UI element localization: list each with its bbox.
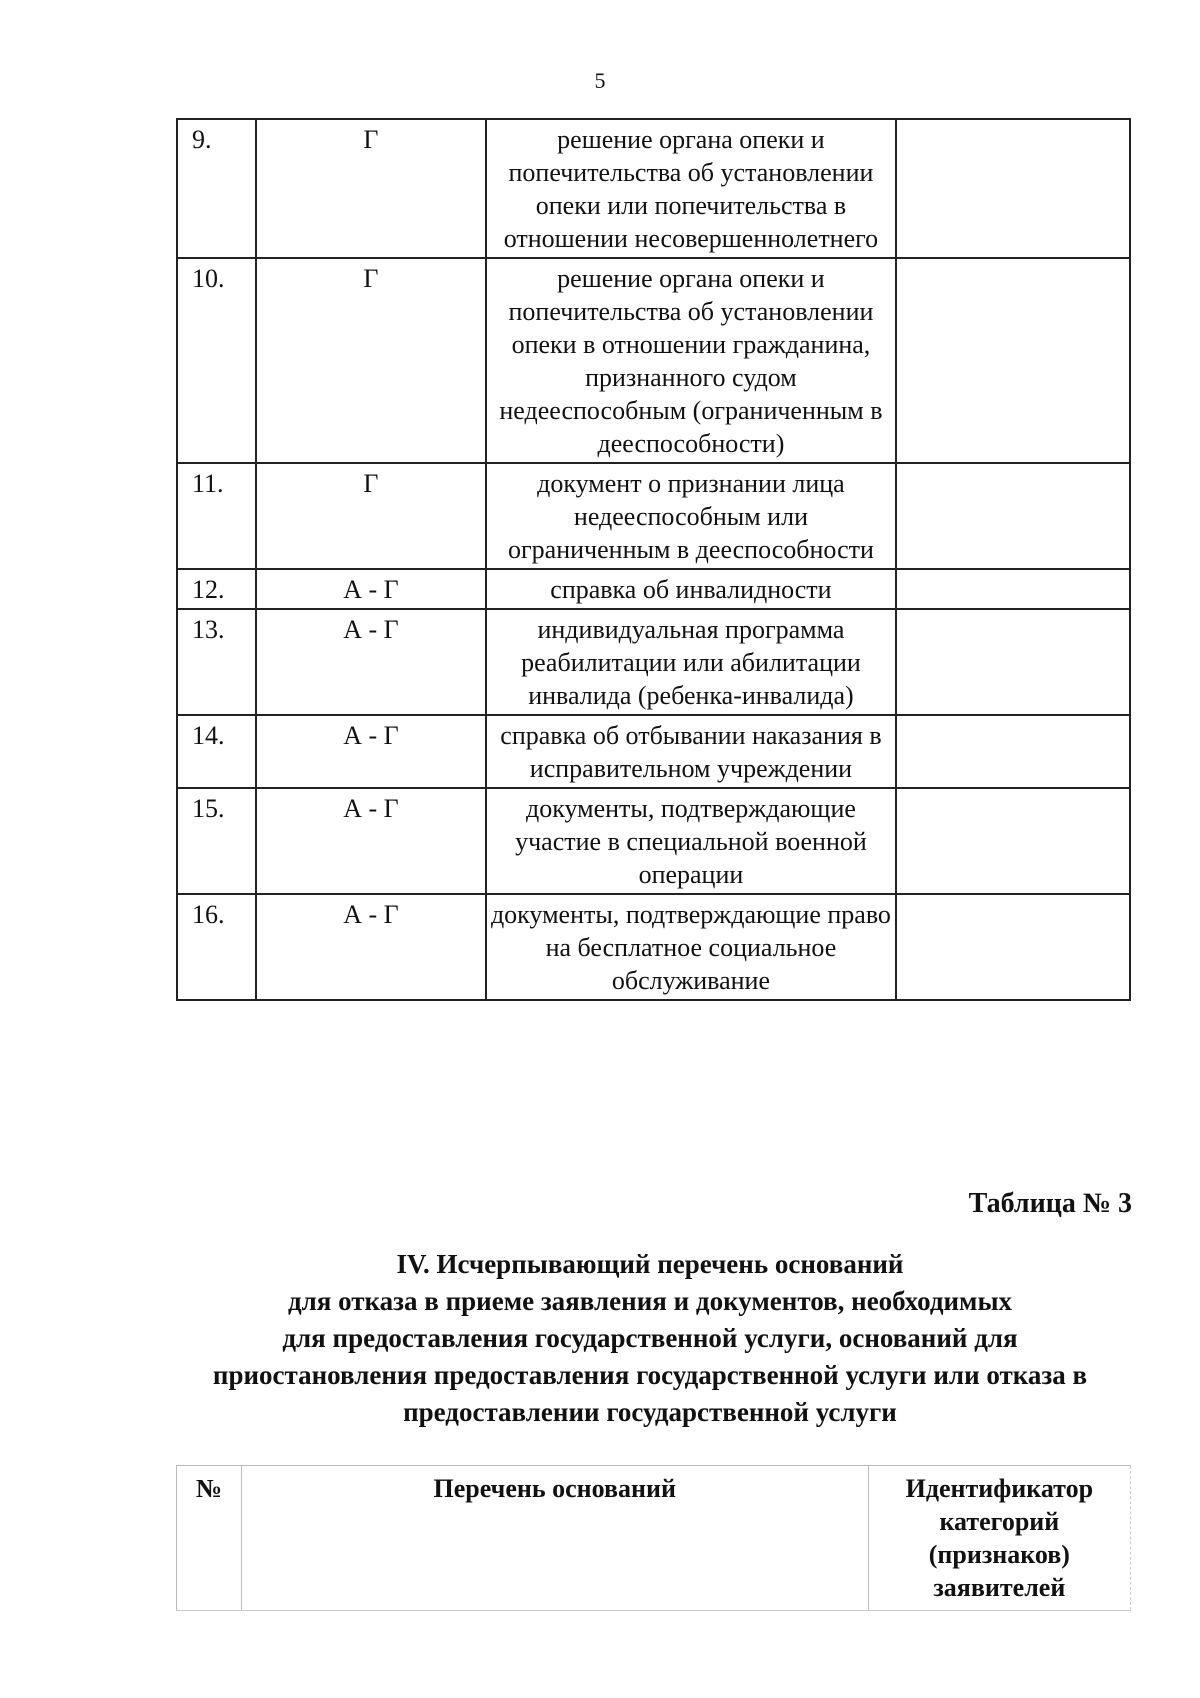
row-category: А - Г	[256, 569, 485, 609]
table-row	[177, 715, 1130, 788]
row-number: 9.	[177, 119, 256, 258]
row-document: документы, подтверждающие участие в специальной военной операции	[486, 788, 897, 894]
section-title-line: приостановления предоставления государственной услуги или отказа в	[212, 1360, 1088, 1390]
row-number: 15.	[177, 788, 256, 894]
table-row	[177, 463, 1130, 569]
row-category: А - Г	[256, 609, 485, 715]
row-note	[896, 894, 1130, 1000]
documents-table	[176, 118, 1131, 1001]
section-title-line: для отказа в приеме заявления и документов, необходимых	[287, 1286, 1013, 1316]
row-note	[896, 119, 1130, 258]
row-document: справка об отбывании наказания в исправительном учреждении	[486, 715, 897, 788]
header-identifier: Идентификатор категорий (признаков) заявителей	[868, 1466, 1130, 1611]
row-document: справка об инвалидности	[486, 569, 897, 609]
grounds-table	[176, 1465, 1131, 1611]
grounds-table-header-row	[177, 1466, 1131, 1611]
row-note	[896, 788, 1130, 894]
row-category: А - Г	[256, 788, 485, 894]
section-title	[170, 1246, 1130, 1431]
header-number: №	[177, 1466, 242, 1611]
page-number: 5	[594, 68, 606, 93]
row-note	[896, 258, 1130, 463]
row-category: Г	[256, 258, 485, 463]
table-row	[177, 609, 1130, 715]
row-category: Г	[256, 463, 485, 569]
row-number: 16.	[177, 894, 256, 1000]
section-title-line: IV. Исчерпывающий перечень оснований	[396, 1249, 904, 1279]
row-document: решение органа опеки и попечительства об установлении опеки в отношении гражданина, признанного судом недееспособным (ограниченным в дееспособности)	[486, 258, 897, 463]
row-category: А - Г	[256, 715, 485, 788]
row-document: решение органа опеки и попечительства об установлении опеки или попечительства в отношении несовершеннолетнего	[486, 119, 897, 258]
row-document: документы, подтверждающие право на бесплатное социальное обслуживание	[486, 894, 897, 1000]
table-row	[177, 894, 1130, 1000]
row-number: 10.	[177, 258, 256, 463]
table-row	[177, 119, 1130, 258]
table-row	[177, 258, 1130, 463]
section-title-line: для предоставления государственной услуги, оснований для	[282, 1323, 1018, 1353]
header-reasons: Перечень оснований	[241, 1466, 868, 1611]
row-note	[896, 609, 1130, 715]
row-number: 14.	[177, 715, 256, 788]
section-title-line: предоставлении государственной услуги	[403, 1397, 897, 1427]
row-category: А - Г	[256, 894, 485, 1000]
table-label: Таблица № 3	[968, 1188, 1132, 1219]
row-category: Г	[256, 119, 485, 258]
table-row	[177, 788, 1130, 894]
row-note	[896, 569, 1130, 609]
row-number: 11.	[177, 463, 256, 569]
table-row	[177, 569, 1130, 609]
row-note	[896, 715, 1130, 788]
row-document: документ о признании лица недееспособным или ограниченным в дееспособности	[486, 463, 897, 569]
row-number: 12.	[177, 569, 256, 609]
row-document: индивидуальная программа реабилитации или абилитации инвалида (ребенка-инвалида)	[486, 609, 897, 715]
row-number: 13.	[177, 609, 256, 715]
row-note	[896, 463, 1130, 569]
